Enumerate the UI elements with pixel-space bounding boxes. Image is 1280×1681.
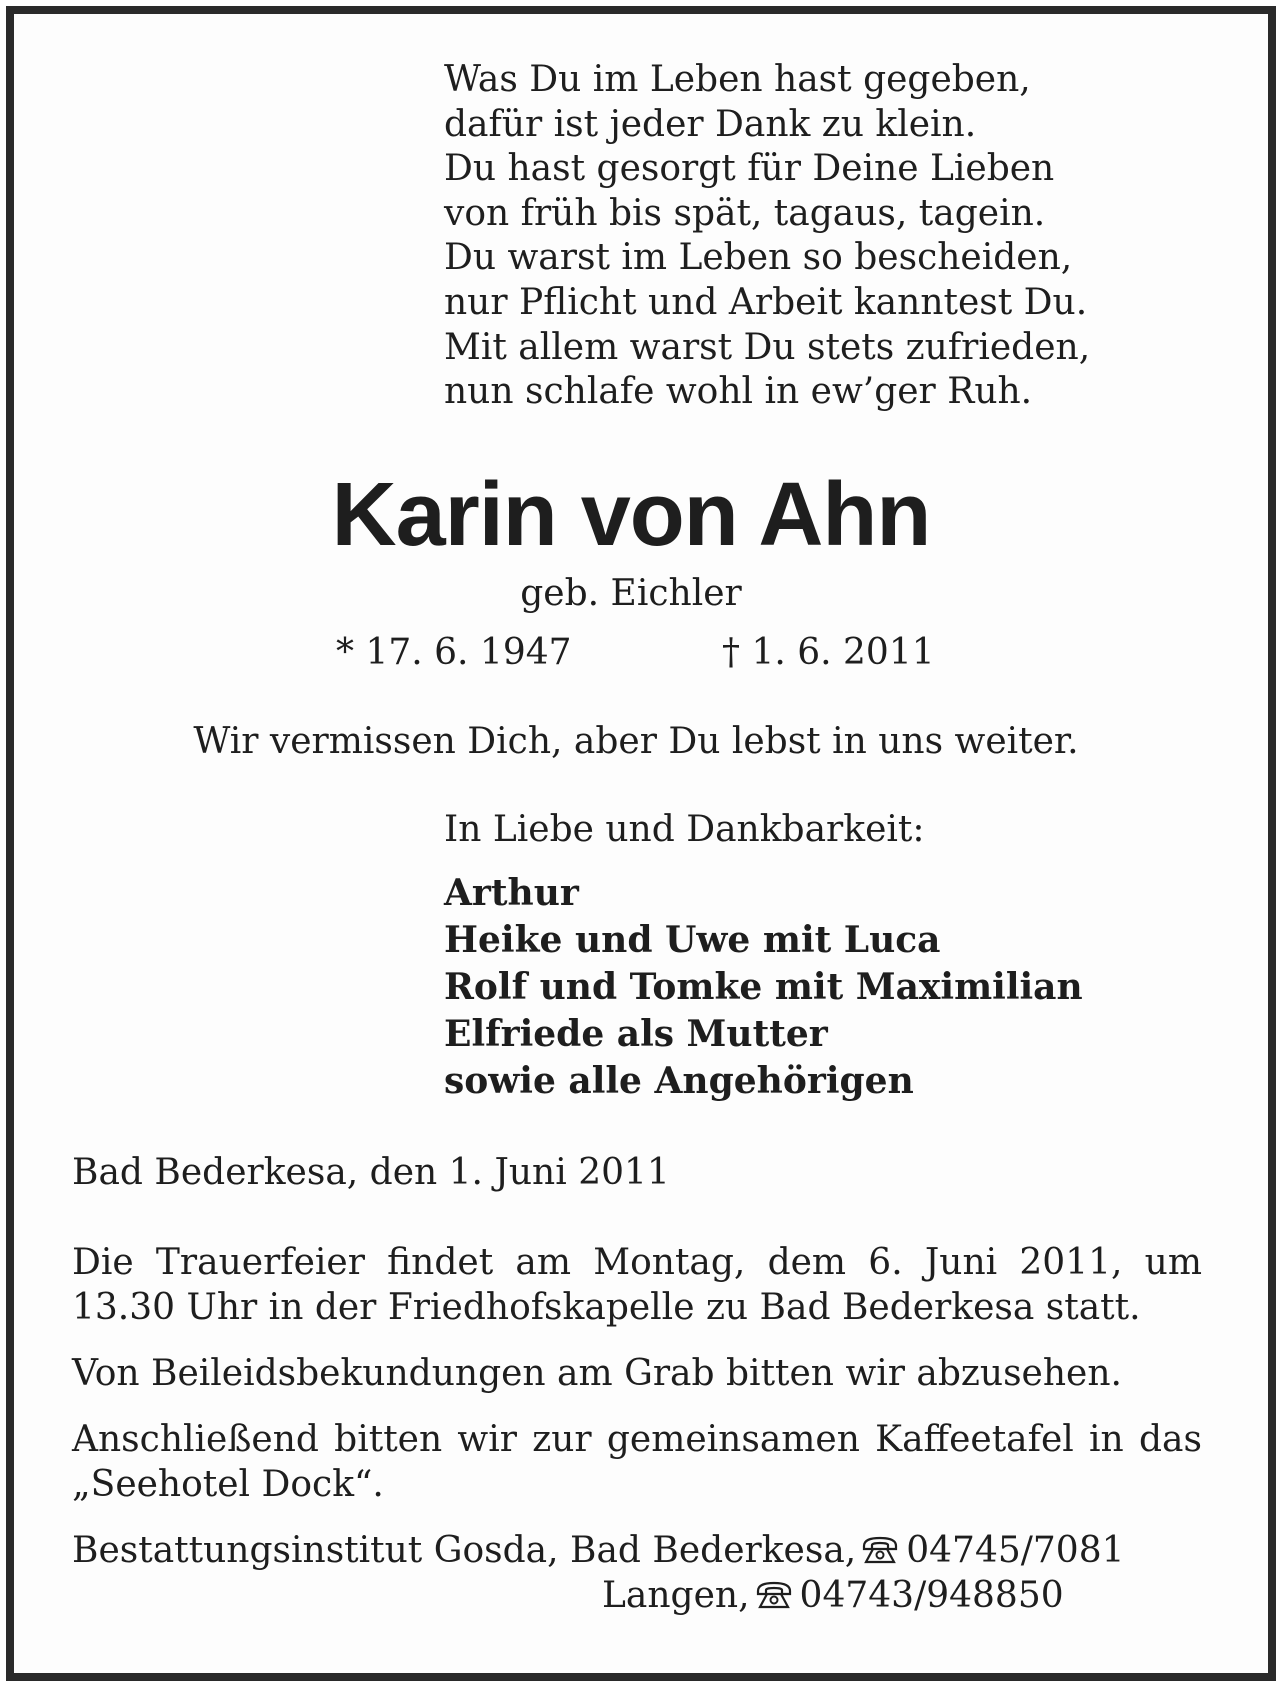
mourner-name: Arthur (444, 872, 579, 914)
mourners-intro: In Liebe und Dankbarkeit: (444, 809, 925, 850)
poem (444, 58, 1090, 415)
poem-line: Mit allem warst Du stets zufrieden, (444, 326, 1091, 368)
maiden-name: geb. Eichler (520, 573, 742, 614)
branch-phone: 04743/948850 (799, 1575, 1064, 1616)
undertaker-line (72, 1529, 1125, 1573)
mourner-name: Heike und Uwe mit Luca (444, 919, 941, 961)
death-date: † 1. 6. 2011 (722, 632, 935, 673)
mourners-list (444, 870, 1083, 1105)
undertaker-phone: 04745/7081 (906, 1530, 1125, 1571)
poem-line: von früh bis spät, tagaus, tagein. (444, 192, 1046, 234)
condolences-notice: Von Beileidsbekundungen am Grab bitten wir abzusehen. (72, 1353, 1122, 1394)
mourner-name: Elfriede als Mutter (444, 1013, 828, 1055)
poem-line: nur Pflicht und Arbeit kanntest Du. (444, 281, 1088, 323)
remembrance-message: Wir vermissen Dich, aber Du lebst in uns weiter. (193, 721, 1079, 762)
telephone-icon (860, 1533, 900, 1565)
poem-line: dafür ist jeder Dank zu klein. (444, 103, 977, 145)
coffee-notice: Anschließend bitten wir zur gemeinsamen Kaffeetafel in das „Seehotel Dock“. (72, 1419, 1202, 1505)
funeral-notice: Die Trauerfeier findet am Montag, dem 6. Juni 2011, um 13.30 Uhr in der Friedhofskapelle zu Bad Bederkesa statt. (72, 1242, 1202, 1328)
undertaker-name: Bestattungsinstitut Gosda, Bad Bederkesa, (72, 1530, 857, 1571)
poem-line: Was Du im Leben hast gegeben, (444, 59, 1031, 100)
deceased-name: Karin von Ahn (331, 465, 931, 565)
birth-date: * 17. 6. 1947 (336, 632, 572, 673)
branch-line (602, 1574, 1064, 1618)
branch-location: Langen, (602, 1575, 750, 1616)
poem-line: Du warst im Leben so bescheiden, (444, 237, 1073, 279)
poem-line: nun schlafe wohl in ew’ger Ruh. (444, 371, 1033, 413)
place-date: Bad Bederkesa, den 1. Juni 2011 (72, 1152, 670, 1193)
poem-line: Du hast gesorgt für Deine Lieben (444, 148, 1055, 190)
mourner-name: Rolf und Tomke mit Maximilian (444, 966, 1083, 1008)
mourner-name: sowie alle Angehörigen (444, 1060, 914, 1102)
telephone-icon (754, 1578, 794, 1610)
